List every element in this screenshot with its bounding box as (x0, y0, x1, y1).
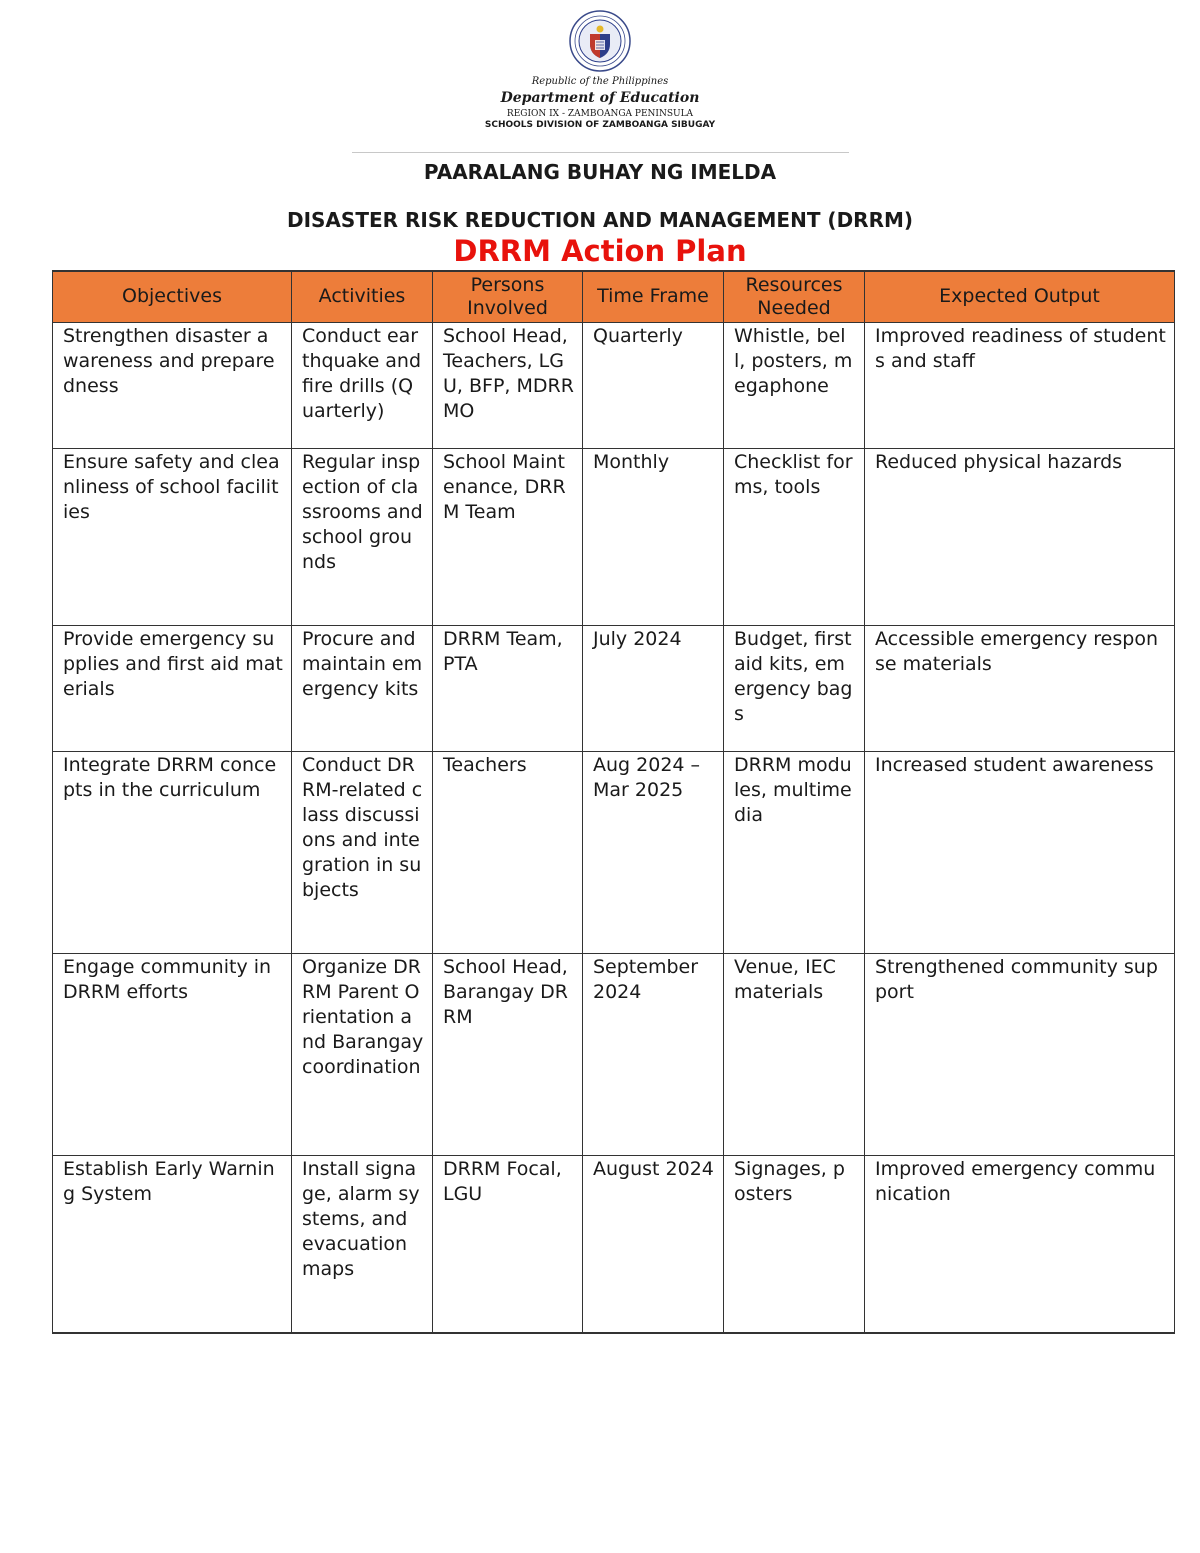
cell-expected-output: Accessible emergency response materials (865, 625, 1175, 751)
cell-expected-output: Reduced physical hazards (865, 448, 1175, 625)
cell-resources: Checklist forms, tools (724, 448, 865, 625)
table-row (53, 322, 1175, 448)
table-header-row (53, 271, 1175, 322)
table-row (53, 751, 1175, 953)
cell-time-frame: Aug 2024 – Mar 2025 (583, 751, 724, 953)
document-subtitle: DISASTER RISK REDUCTION AND MANAGEMENT (DRRM) (286, 208, 914, 232)
cell-expected-output: Improved emergency communication (865, 1155, 1175, 1333)
action-plan-table (52, 270, 1175, 1334)
cell-expected-output: Strengthened community support (865, 953, 1175, 1155)
cell-activity: Procure and maintain emergency kits (292, 625, 433, 751)
deped-seal-icon (569, 10, 631, 72)
cell-objective: Integrate DRRM concepts in the curriculum (53, 751, 292, 953)
cell-activity: Regular inspection of classrooms and school grounds (292, 448, 433, 625)
cell-persons: School Head, Barangay DRRM (433, 953, 583, 1155)
document-title: DRRM Action Plan (453, 234, 747, 268)
cell-objective: Strengthen disaster awareness and preparedness (53, 322, 292, 448)
cell-resources: Whistle, bell, posters, megaphone (724, 322, 865, 448)
region-line: REGION IX - ZAMBOANGA PENINSULA (506, 108, 694, 119)
header-resources-needed: Resources Needed (724, 271, 865, 322)
cell-resources: Budget, first aid kits, emergency bags (724, 625, 865, 751)
table-row (53, 448, 1175, 625)
cell-activity: Install signage, alarm systems, and evacuation maps (292, 1155, 433, 1333)
header-persons-involved: Persons Involved (433, 271, 583, 322)
cell-expected-output: Increased student awareness (865, 751, 1175, 953)
header-expected-output: Expected Output (865, 271, 1175, 322)
cell-objective: Ensure safety and cleanliness of school facilities (53, 448, 292, 625)
cell-persons: Teachers (433, 751, 583, 953)
cell-time-frame: Quarterly (583, 322, 724, 448)
cell-time-frame: July 2024 (583, 625, 724, 751)
department-line: Department of Education (500, 89, 700, 106)
header-activities: Activities (292, 271, 433, 322)
cell-activity: Conduct earthquake and fire drills (Quarterly) (292, 322, 433, 448)
cell-resources: DRRM modules, multimedia (724, 751, 865, 953)
letterhead (0, 10, 1200, 130)
cell-expected-output: Improved readiness of students and staff (865, 322, 1175, 448)
republic-line: Republic of the Philippines (531, 76, 669, 87)
cell-time-frame: September 2024 (583, 953, 724, 1155)
cell-activity: Conduct DRRM-related class discussions and integration in subjects (292, 751, 433, 953)
table-row (53, 1155, 1175, 1333)
cell-activity: Organize DRRM Parent Orientation and Barangay coordination (292, 953, 433, 1155)
cell-objective: Provide emergency supplies and first aid materials (53, 625, 292, 751)
cell-objective: Establish Early Warning System (53, 1155, 292, 1333)
cell-persons: School Head, Teachers, LGU, BFP, MDRRMO (433, 322, 583, 448)
cell-objective: Engage community in DRRM efforts (53, 953, 292, 1155)
header-time-frame: Time Frame (583, 271, 724, 322)
cell-persons: DRRM Team, PTA (433, 625, 583, 751)
cell-resources: Venue, IEC materials (724, 953, 865, 1155)
school-name: PAARALANG BUHAY NG IMELDA (423, 160, 777, 184)
cell-persons: DRRM Focal, LGU (433, 1155, 583, 1333)
table-row (53, 953, 1175, 1155)
cell-time-frame: Monthly (583, 448, 724, 625)
cell-time-frame: August 2024 (583, 1155, 724, 1333)
letterhead-divider (352, 152, 849, 153)
division-line: SCHOOLS DIVISION OF ZAMBOANGA SIBUGAY (484, 119, 716, 130)
header-objectives: Objectives (53, 271, 292, 322)
table-row (53, 625, 1175, 751)
cell-persons: School Maintenance, DRRM Team (433, 448, 583, 625)
cell-resources: Signages, posters (724, 1155, 865, 1333)
